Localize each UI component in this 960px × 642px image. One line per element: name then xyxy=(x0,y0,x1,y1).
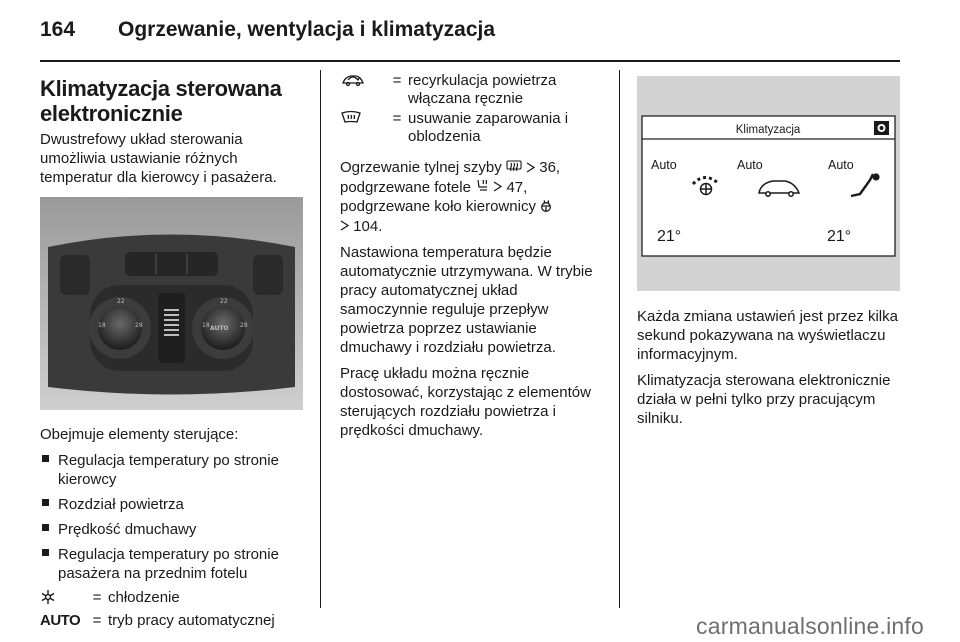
symbol-definitions xyxy=(340,72,605,148)
panel-scale-high: 28 xyxy=(240,322,248,329)
auto-symbol: AUTO xyxy=(40,612,81,629)
symbol-definitions xyxy=(40,589,305,632)
page-ref[interactable]: 104. xyxy=(353,217,383,235)
recirculation-icon xyxy=(340,72,366,93)
rear-window-heat-icon xyxy=(506,159,522,178)
column-left xyxy=(40,70,305,642)
display-auto-label: Auto xyxy=(651,158,677,172)
panel-scale-high: 28 xyxy=(135,322,143,329)
page-ref[interactable]: 36, xyxy=(539,159,561,176)
column-middle xyxy=(340,70,605,447)
page-ref-arrow-icon xyxy=(526,159,535,178)
heated-seat-icon xyxy=(475,178,489,197)
column-divider xyxy=(619,70,620,608)
list-item: Rozdział powietrza xyxy=(40,495,305,514)
engine-note-paragraph: Klimatyzacja sterowana elektronicznie działa w pełni tylko przy pracującym silniku. xyxy=(637,372,891,427)
display-temp-left: 21° xyxy=(657,228,682,245)
snowflake-icon xyxy=(40,589,56,610)
definition-text: usuwanie zaparowania i oblodzenia xyxy=(408,110,569,145)
controls-list xyxy=(40,451,305,583)
header-rule xyxy=(40,60,900,62)
column-divider xyxy=(320,70,321,608)
panel-scale-low: 18 xyxy=(202,322,210,329)
display-temp-right: 21° xyxy=(827,228,852,245)
info-display-screenshot xyxy=(637,76,900,291)
list-item: Prędkość dmuchawy xyxy=(40,520,305,539)
equals-sign: = xyxy=(392,110,402,127)
climate-panel-photo xyxy=(40,197,303,410)
column-right xyxy=(637,70,902,435)
page-ref[interactable]: 47, xyxy=(506,178,528,196)
page-number: 164 xyxy=(40,18,76,41)
equals-sign: = xyxy=(92,589,102,606)
definition-row xyxy=(40,589,305,612)
manual-adjust-paragraph: Pracę układu można ręcznie dostosować, korzystając z elementów sterujących rozdziału powietrza i prędkości dmuchawy. xyxy=(340,365,591,440)
definition-text: tryb pracy automatycznej xyxy=(108,612,275,629)
page-header xyxy=(40,14,900,48)
auto-mode-paragraph: Nastawiona temperatura będzie automatycznie utrzymywana. W trybie pracy automatycznej układ samoczynnie reguluje przepływ powietrza poprzez ustawianie dmuchawy i rozdziału powietrza. xyxy=(340,244,593,357)
panel-auto-label: AUTO xyxy=(210,325,229,332)
heated-seats-text: podgrzewane fotele xyxy=(340,178,471,196)
equals-sign: = xyxy=(92,612,102,629)
list-item: Regulacja temperatury po stronie kierowcy xyxy=(40,451,305,489)
intro-paragraph: Dwustrefowy układ sterowania umożliwia ustawianie różnych temperatur dla kierowcy i pasażera. xyxy=(40,131,277,186)
controls-lead: Obejmuje elementy sterujące: xyxy=(40,426,239,443)
definition-row xyxy=(340,110,605,148)
heated-wheel-text: podgrzewane koło kierownicy xyxy=(340,198,536,216)
page-ref-arrow-icon xyxy=(493,178,502,197)
definition-text: recyrkulacja powietrza włączana ręcznie xyxy=(408,72,557,107)
section-title: Klimatyzacja sterowana elektronicznie xyxy=(40,76,282,126)
heating-refs-paragraph xyxy=(340,158,605,236)
definition-text: chłodzenie xyxy=(108,589,180,606)
chapter-title: Ogrzewanie, wentylacja i klimatyzacja xyxy=(118,18,496,41)
panel-scale-low: 18 xyxy=(98,322,106,329)
heated-steering-wheel-icon xyxy=(540,198,552,217)
list-item: Regulacja temperatury po stronie pasażera na przednim fotelu xyxy=(40,545,305,583)
equals-sign: = xyxy=(392,72,402,89)
panel-left-temp: 22 xyxy=(117,298,125,305)
display-info-paragraph: Każda zmiana ustawień jest przez kilka sekund pokazywana na wyświetlaczu informacyjnym. xyxy=(637,308,898,363)
display-title: Klimatyzacja xyxy=(735,124,801,136)
watermark: carmanualsonline.info xyxy=(696,613,924,639)
display-auto-label: Auto xyxy=(828,158,854,172)
defrost-icon xyxy=(340,110,362,131)
definition-row xyxy=(40,612,305,632)
panel-right-temp: 22 xyxy=(220,298,228,305)
page-ref-arrow-icon xyxy=(340,217,349,236)
rear-window-text: Ogrzewanie tylnej szyby xyxy=(340,159,502,176)
display-auto-label: Auto xyxy=(737,158,763,172)
definition-row xyxy=(340,72,605,110)
